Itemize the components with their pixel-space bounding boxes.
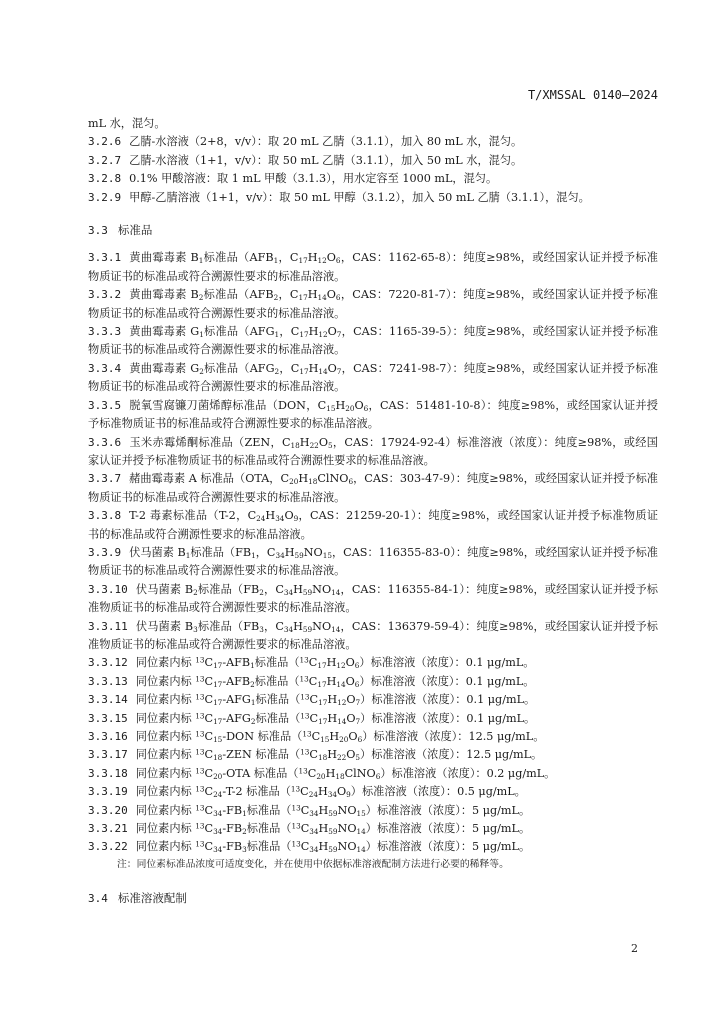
clause-item (88, 544, 658, 581)
clause-number: 3.3.6 (88, 435, 122, 449)
clause-item (88, 618, 658, 655)
clause-text: 同位素内标 $^{13}C_{17}-AFB_1$标准品$(^{13}C_{17}H_{12}O_6)$标准溶液（浓度）：0.1 μg/mL。 (135, 655, 535, 671)
clause-number: 3.2.6 (88, 135, 122, 149)
clause-text: T-2 毒素标准品（T-2，$C_{24}H_{34}O_9$，CAS：21259-20-1）：纯度≥98%，或经国家认证并授予标准物质证书的标准品或符合溯源性要求的标准品溶液。 (88, 509, 659, 541)
clause-item (88, 820, 658, 838)
section-heading-3-4 (88, 889, 658, 908)
clause-item (88, 189, 658, 207)
clause-number: 3.3.8 (88, 509, 122, 523)
isotope-list (88, 654, 658, 856)
clause-number: 3.3.12 (88, 656, 128, 670)
standards-list (88, 249, 658, 654)
clause-text: 脱氧雪腐镰刀菌烯醇标准品（DON，$C_{15}H_{20}O_6$，CAS：51481-10-8）：纯度≥98%，或经国家认证并授予标准物质证书的标准品或符合溯源性要求的标准品溶液。 (88, 398, 658, 431)
clause-item (88, 746, 658, 764)
clause-item (88, 249, 658, 286)
clause-item (88, 397, 658, 434)
page-number: 2 (631, 942, 638, 955)
clause-text: 黄曲霉毒素 $B_2$标准品（$AFB_2$，$C_{17}H_{14}O_6$，CAS：7220-81-7）：纯度≥98%，或经国家认证并授予标准物质证书的标准品或符合溯源性要求的标准品溶液。 (88, 288, 658, 320)
clause-number: 3.3.19 (88, 785, 128, 799)
clause-text: 黄曲霉毒素 $G_2$标准品（$AFG_2$，$C_{17}H_{14}O_7$，CAS：7241-98-7）：纯度≥98%，或经国家认证并授予标准物质证书的标准品或符合溯源性要求的标准品溶液。 (88, 361, 659, 394)
reagent-list (88, 133, 658, 207)
clause-text: 乙腈-水溶液（2+8，v/v）：取 20 mL 乙腈（3.1.1），加入 80 mL 水，混匀。 (129, 135, 523, 149)
clause-text: 同位素内标 $^{13}C_{17}-AFG_1$标准品$(^{13}C_{17}H_{12}O_7)$标准溶液（浓度）：0.1 μg/mL。 (135, 692, 536, 707)
clause-item (88, 152, 658, 170)
clause-number: 3.3.7 (88, 472, 122, 486)
clause-number: 3.3.15 (88, 711, 128, 725)
clause-text: 同位素内标 $^{13}C_{34}-FB_3$标准品$(^{13}C_{34}H_{59}NO_{14})$标准溶液（浓度）：5 μg/mL。 (135, 839, 531, 855)
clause-number: 3.3.2 (88, 288, 122, 302)
clause-text: 玉米赤霉烯酮标准品（ZEN，$C_{18}H_{22}O_5$，CAS：17924-92-4）标准溶液（浓度）：纯度≥98%，或经国家认证并授予标准物质证书的标准品或符合溯源性要求的标准品溶液。 (88, 435, 658, 467)
clause-item (88, 507, 658, 544)
clause-text: 黄曲霉毒素 $B_1$标准品（$AFB_1$，$C_{17}H_{12}O_6$，CAS：1162-65-8）：纯度≥98%，或经国家认证并授予标准物质证书的标准品或符合溯源性要求的标准品溶液。 (88, 251, 658, 283)
clause-text: 伏马菌素 $B_2$标准品（$FB_2$，$C_{34}H_{59}NO_{14}$，CAS：116355-84-1）：纯度≥98%，或经国家认证并授予标准物质证书的标准品或符合溯源性要求的标准品溶液。 (88, 582, 658, 615)
clause-text: 伏马菌素 $B_3$标准品（$FB_3$，$C_{34}H_{59}NO_{14}$，CAS：136379-59-4）：纯度≥98%，或经国家认证并授予标准物质证书的标准品或符合溯源性要求的标准品溶液。 (88, 619, 658, 651)
clause-number: 3.3.9 (88, 545, 122, 559)
clause-number: 3.3.11 (88, 619, 128, 633)
clause-number: 3.2.7 (88, 153, 122, 167)
clause-text: 同位素内标 $^{13}C_{18}$-ZEN 标准品$(^{13}C_{18}H_{22}O_5)$标准溶液（浓度）：12.5 μg/mL。 (135, 747, 543, 763)
page-body (88, 115, 658, 917)
clause-number: 3.3.17 (88, 748, 128, 762)
clause-text: 同位素内标 $^{13}C_{17}-AFG_2$标准品$(^{13}C_{17}H_{14}O_7)$标准溶液（浓度）：0.1 μg/mL。 (135, 710, 536, 726)
clause-number: 3.3.20 (88, 803, 128, 817)
clause-number: 3.3.5 (88, 398, 122, 412)
clause-text: 同位素内标 $^{13}C_{34}-FB_1$标准品$(^{13}C_{34}H_{59}NO_{15})$标准溶液（浓度）：5 μg/mL。 (135, 803, 531, 818)
clause-number: 3.2.8 (88, 172, 122, 186)
clause-number: 3.3.13 (88, 674, 128, 688)
section-title: 标准品 (117, 223, 153, 238)
clause-text: 同位素内标 $^{13}C_{24}-T-2$ 标准品$(^{13}C_{24}H_{34}O_9)$标准溶液（浓度）：0.5 μg/mL。 (135, 784, 526, 800)
clause-item (88, 133, 658, 151)
clause-item (88, 838, 658, 856)
clause-item (88, 470, 658, 507)
clause-item (88, 360, 658, 397)
clause-number: 3.3.21 (88, 822, 128, 836)
clause-item (88, 765, 658, 783)
clause-item (88, 654, 658, 672)
clause-number: 3.3.3 (88, 325, 122, 339)
clause-item (88, 691, 658, 709)
clause-item (88, 581, 658, 618)
clause-number: 3.3.18 (88, 766, 128, 780)
clause-number: 3.2.9 (88, 190, 122, 204)
continuation-line: mL 水，混匀。 (88, 117, 166, 130)
clause-item (88, 286, 658, 323)
clause-text: 同位素内标 $^{13}C_{15}$-DON 标准品$(^{13}C_{15}H_{20}O_6)$标准溶液（浓度）：12.5 μg/mL。 (135, 729, 545, 744)
clause-number: 3.3.14 (88, 693, 128, 707)
clause-text: 同位素内标 $^{13}C_{17}-AFB_2$标准品$(^{13}C_{17}H_{14}O_6)$标准溶液（浓度）：0.1 μg/mL。 (135, 674, 535, 689)
clause-item (88, 323, 658, 360)
clause-item (88, 710, 658, 728)
clause-number: 3.3.10 (88, 582, 128, 596)
clause-text: 0.1% 甲酸溶液：取 1 mL 甲酸（3.1.3），用水定容至 1000 mL，混匀。 (129, 172, 498, 186)
clause-item (88, 434, 658, 471)
clause-text: 甲醇-乙腈溶液（1+1，v/v）：取 50 mL 甲醇（3.1.2），加入 50 mL 乙腈（3.1.1），混匀。 (129, 190, 590, 204)
clause-number: 3.3.16 (88, 730, 128, 743)
clause-item (88, 728, 658, 746)
clause-item (88, 802, 658, 820)
clause-number: 3.3.4 (88, 361, 122, 375)
clause-text: 伏马菌素 $B_1$标准品（$FB_1$，$C_{34}H_{59}NO_{15}$，CAS：116355-83-0）：纯度≥98%，或经国家认证并授予标准物质证书的标准品或符合溯源性要求的标准品溶液。 (88, 545, 658, 578)
clause-text: 同位素内标 $^{13}C_{20}$-OTA 标准品$(^{13}C_{20}H_{18}ClNO_6)$标准溶液（浓度）：0.2 μg/mL。 (135, 766, 556, 781)
clause-item (88, 170, 658, 188)
clause-text: 黄曲霉毒素 $G_1$标准品（$AFG_1$，$C_{17}H_{12}O_7$，CAS：1165-39-5）：纯度≥98%，或经国家认证并授予标准物质证书的标准品或符合溯源性要求的标准品溶液。 (88, 325, 659, 357)
note: 注：同位素标准品浓度可适度变化，并在使用中依据标准溶液配制方法进行必要的稀释等。 (117, 858, 509, 870)
section-number: 3.3 (88, 224, 108, 238)
clause-text: 乙腈-水溶液（1+1，v/v）：取 50 mL 乙腈（3.1.1），加入 50 mL 水，混匀。 (129, 153, 523, 167)
clause-item (88, 673, 658, 691)
clause-text: 赭曲霉毒素 A 标准品（OTA，$C_{20}H_{18}ClNO_6$，CAS：303-47-9）：纯度≥98%，或经国家认证并授予标准物质证书的标准品或符合溯源性要求的标准品溶液。 (88, 472, 658, 504)
clause-text: 同位素内标 $^{13}C_{34}-FB_2$标准品$(^{13}C_{34}H_{59}NO_{14})$标准溶液（浓度）：5 μg/mL。 (135, 821, 531, 836)
section-title: 标准溶液配制 (117, 890, 187, 905)
clause-item (88, 783, 658, 801)
clause-number: 3.3.22 (88, 840, 128, 854)
clause-number: 3.3.1 (88, 251, 122, 265)
section-heading-3-3 (88, 221, 658, 240)
section-number: 3.4 (88, 891, 108, 905)
document-id-header: T/XMSSAL 0140—2024 (527, 88, 658, 102)
